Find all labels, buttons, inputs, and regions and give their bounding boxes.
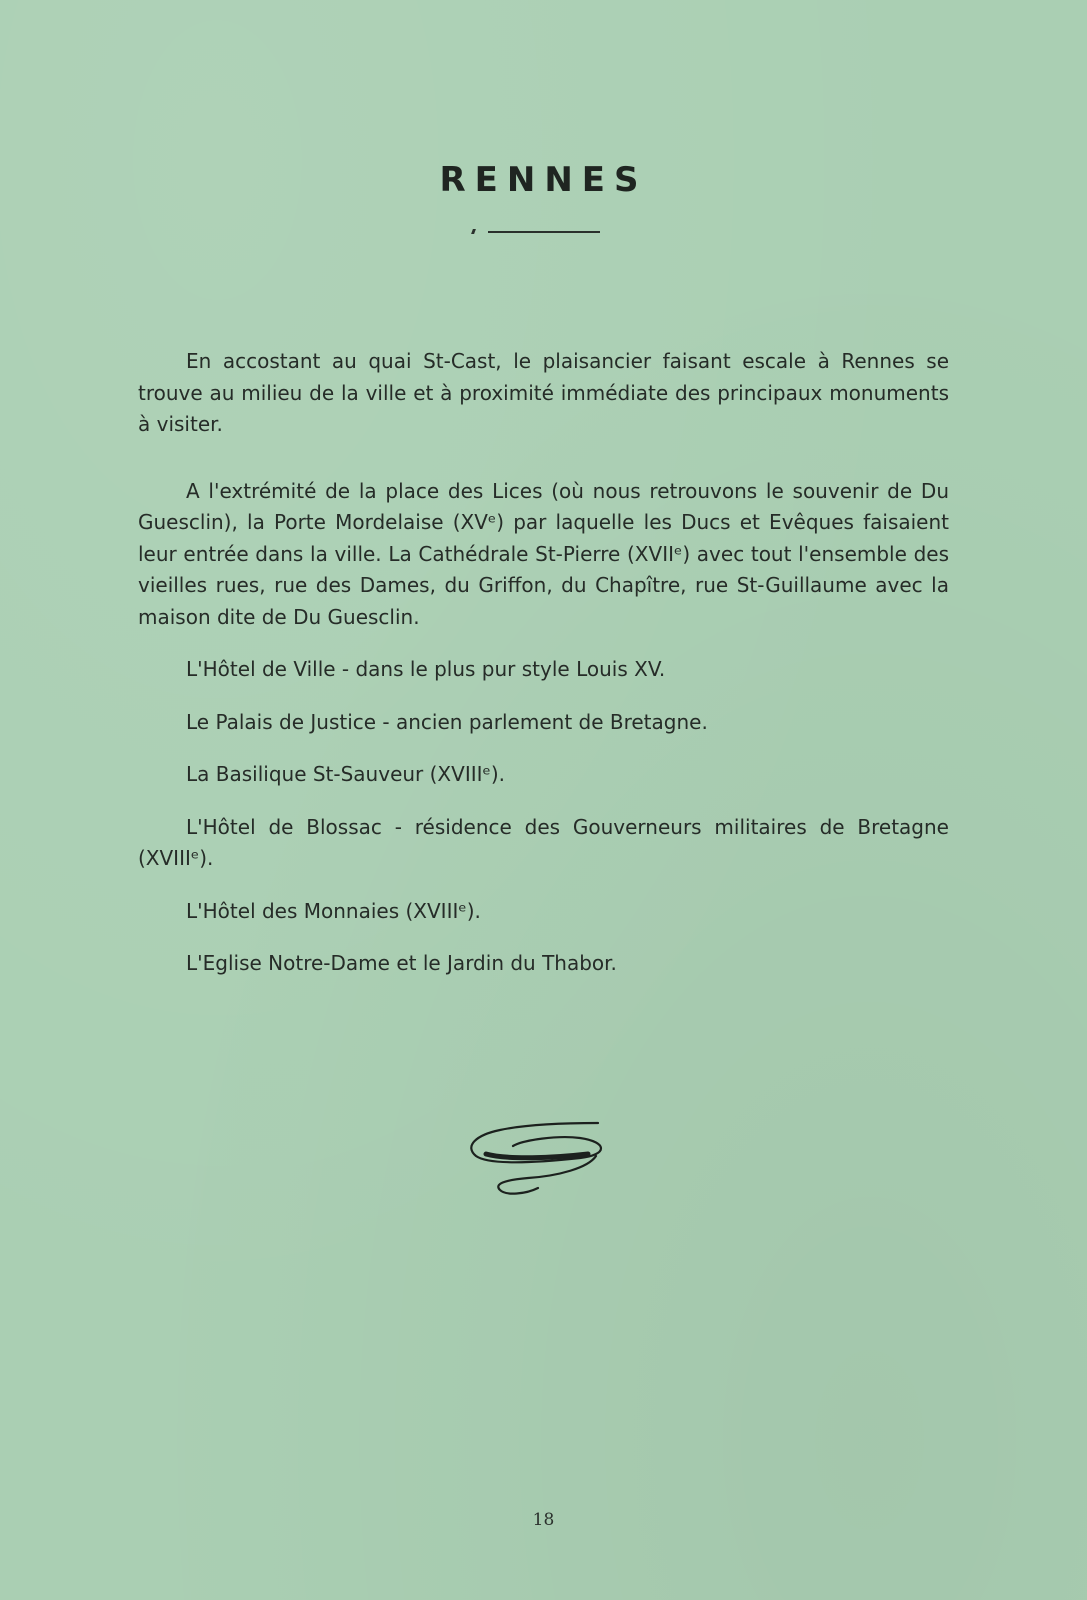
flourish-ornament-icon bbox=[468, 1118, 620, 1210]
title-rule bbox=[488, 231, 600, 233]
paragraph-lices: A l'extrémité de la place des Lices (où nous retrouvons le souvenir de Du Guesclin), la Porte Mordelaise (XVᵉ) par laquelle les Ducs et Evêques faisaient leur entrée dans la ville. La Cathédrale St-Pierre (XVIIᵉ) avec tout l'ensemble des vieilles rues, rue des Dames, du Griffon, du Chapître, rue St-Guillaume avec la maison dite de Du Guesclin. bbox=[138, 478, 949, 629]
page-number: 18 bbox=[532, 1510, 555, 1530]
paragraph-palais-de-justice: Le Palais de Justice - ancien parlement de Bretagne. bbox=[186, 709, 708, 734]
paragraph-basilique: La Basilique St-Sauveur (XVIIIᵉ). bbox=[186, 762, 506, 786]
paragraph-hotel-des-monnaies: L'Hôtel des Monnaies (XVIIIᵉ). bbox=[186, 898, 481, 923]
paragraph-hotel-de-ville: L'Hôtel de Ville - dans le plus pur style Louis XV. bbox=[186, 657, 666, 681]
paragraph-intro: En accostant au quai St-Cast, le plaisancier faisant escale à Rennes se trouve au milieu de la ville et à proximité immédiate des principaux monuments à visiter. bbox=[138, 349, 949, 436]
paragraph-hotel-de-blossac: L'Hôtel de Blossac - résidence des Gouverneurs militaires de Bretagne (XVIIIᵉ). bbox=[138, 814, 949, 870]
page-title: RENNES bbox=[439, 160, 648, 200]
body-text bbox=[138, 346, 949, 980]
paragraph-eglise-notre-dame: L'Eglise Notre-Dame et le Jardin du Thabor. bbox=[186, 951, 617, 975]
title-rule-tick bbox=[471, 229, 476, 234]
